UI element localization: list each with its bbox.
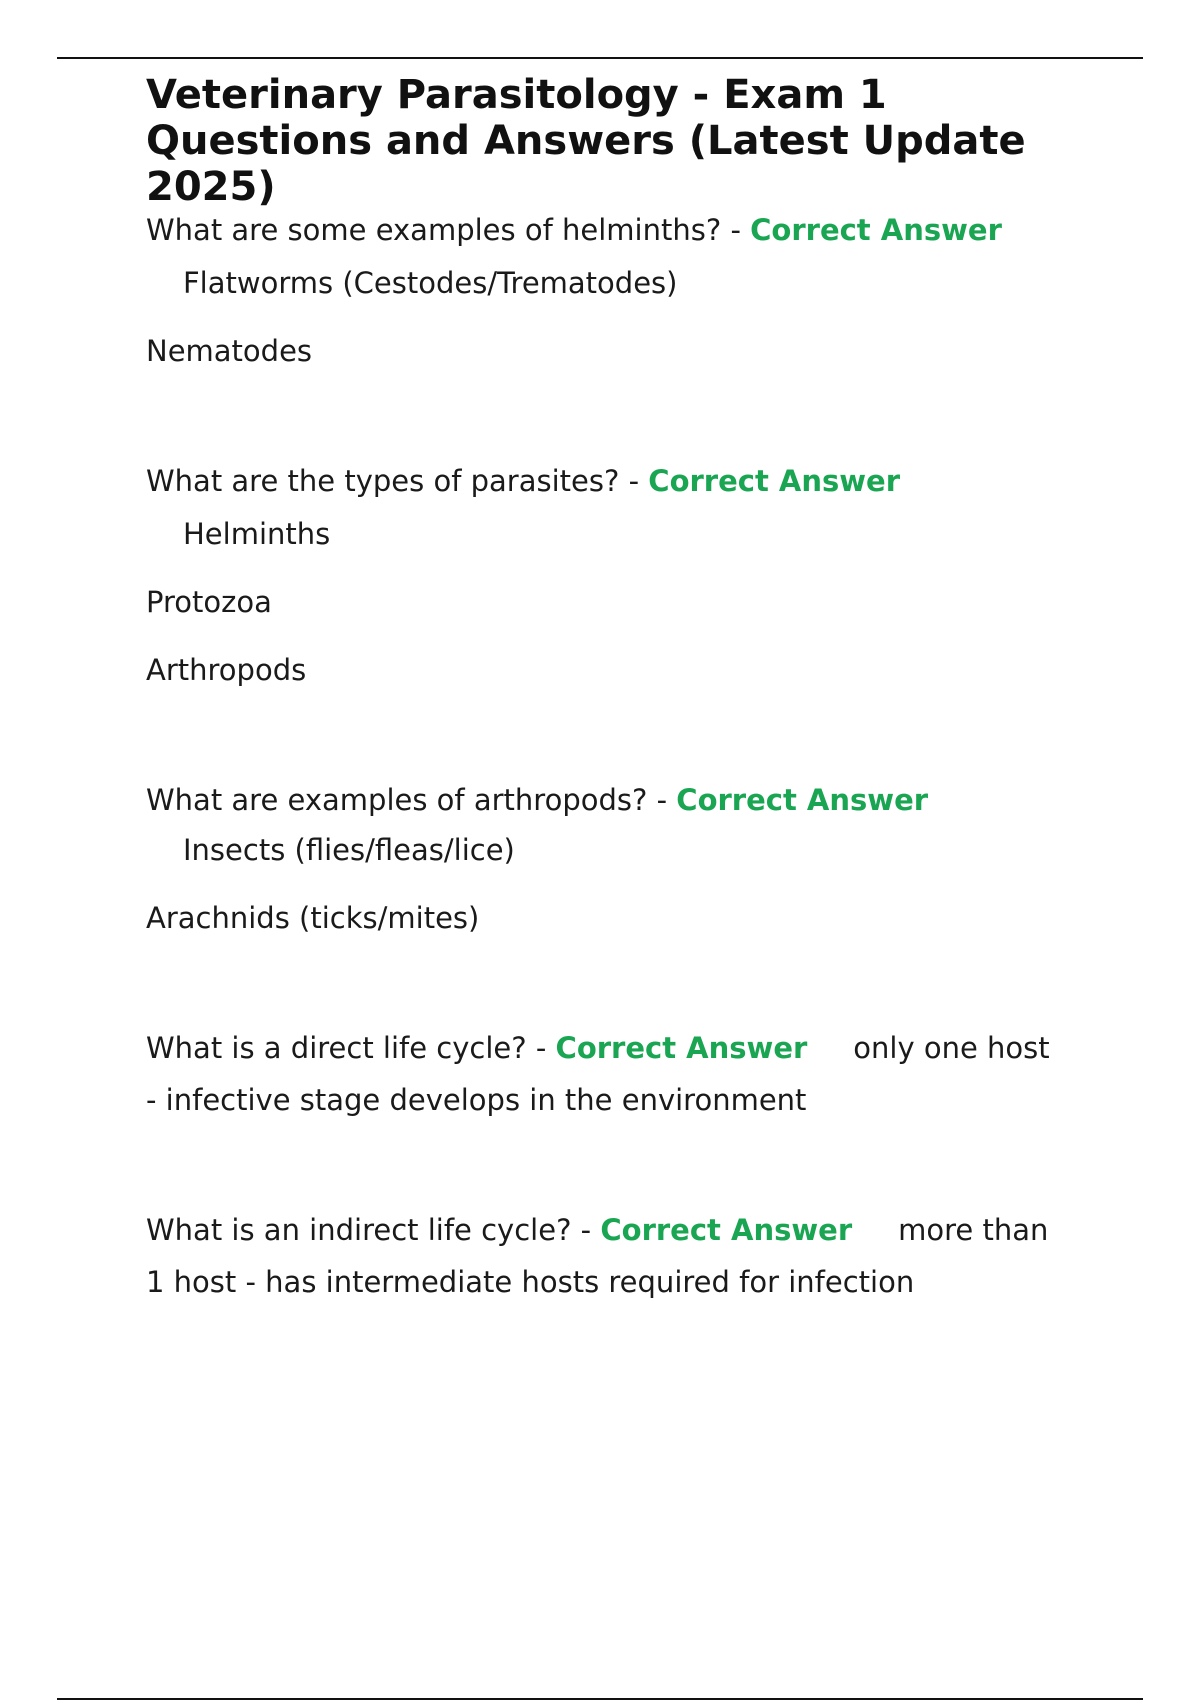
answer-line: Protozoa <box>146 585 272 619</box>
correct-answer-label: Correct Answer <box>750 213 1002 247</box>
document-title: Veterinary Parasitology - Exam 1 Questions and Answers (Latest Update 2025) <box>146 72 1026 210</box>
separator: - <box>721 213 751 247</box>
correct-answer-label: Correct Answer <box>676 783 929 817</box>
qa-item <box>146 780 1106 938</box>
question-line <box>146 210 1106 250</box>
answer-line: Helminths <box>183 517 331 551</box>
separator: - <box>526 1031 556 1065</box>
correct-answer-label: Correct Answer <box>600 1213 853 1247</box>
separator: - <box>619 464 649 498</box>
question-line <box>146 1210 1106 1250</box>
question-line <box>146 1028 1106 1068</box>
question-text: What is a direct life cycle? <box>146 1031 527 1065</box>
question-text: What are the types of parasites? <box>146 464 620 498</box>
answer-inline-text: only one host <box>853 1031 1050 1065</box>
correct-answer-label: Correct Answer <box>648 464 901 498</box>
qa-item <box>146 1028 1106 1120</box>
question-line <box>146 461 1106 501</box>
question-line <box>146 780 1106 820</box>
question-text: What are examples of arthropods? <box>146 783 648 817</box>
qa-item <box>146 1210 1106 1302</box>
correct-answer-label: Correct Answer <box>555 1031 808 1065</box>
answer-line: Nematodes <box>146 334 313 368</box>
answer-line: - infective stage develops in the environment <box>146 1083 807 1117</box>
qa-item <box>146 461 1106 690</box>
question-text: What is an indirect life cycle? <box>146 1213 572 1247</box>
answer-line: Arthropods <box>146 653 307 687</box>
qa-item <box>146 210 1106 371</box>
separator: - <box>571 1213 601 1247</box>
answer-line: 1 host - has intermediate hosts required for infection <box>146 1265 915 1299</box>
separator: - <box>647 783 677 817</box>
answer-line: Flatworms (Cestodes/Trematodes) <box>183 266 678 300</box>
question-text: What are some examples of helminths? <box>146 213 722 247</box>
top-rule <box>57 57 1143 59</box>
answer-line: Arachnids (ticks/mites) <box>146 901 480 935</box>
answer-line: Insects (flies/fleas/lice) <box>183 833 515 867</box>
document-body <box>146 72 1106 1302</box>
answer-inline-text: more than <box>898 1213 1049 1247</box>
